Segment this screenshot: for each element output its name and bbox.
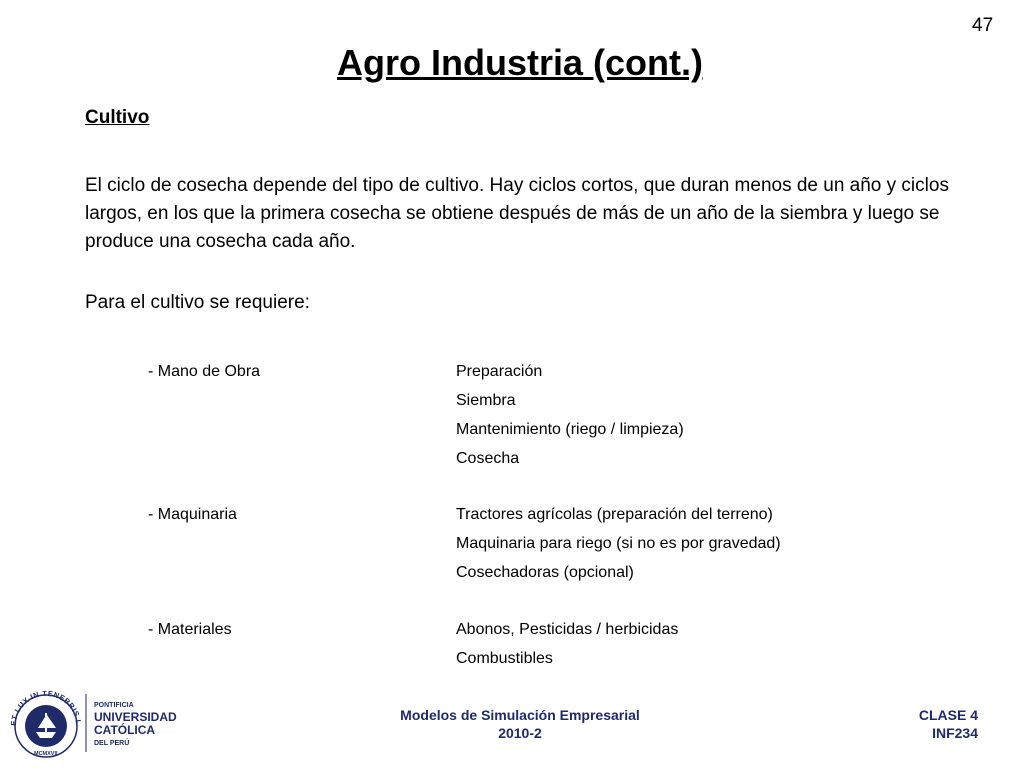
requirement-row	[148, 444, 908, 473]
requirement-item: Mantenimiento (riego / limpieza)	[456, 420, 684, 438]
body-paragraph: El ciclo de cosecha depende del tipo de cultivo. Hay ciclos cortos, que duran menos de un año y ciclos largos, en los que la primera cosecha se obtiene después de más de un año de la siembra y luego se produce una cosecha cada año.	[85, 175, 949, 252]
requirement-item: Abonos, Pesticidas / herbicidas	[456, 620, 679, 638]
footer-course-code: INF234	[932, 725, 978, 741]
logo-line-1: PONTIFICIA	[94, 702, 134, 709]
slide-title: Agro Industria (cont.)	[337, 42, 703, 83]
logo-line-2: UNIVERSIDAD	[94, 710, 177, 724]
footer-term: 2010-2	[498, 725, 542, 741]
requirements-intro: Para el cultivo se requiere:	[85, 292, 310, 313]
requirement-row	[148, 529, 908, 558]
requirement-row	[148, 558, 908, 587]
requirement-row	[148, 644, 908, 673]
requirement-item: Maquinaria para riego (si no es por gravedad)	[456, 534, 781, 552]
logo-line-4: DEL PERÚ	[94, 740, 130, 747]
requirement-name: - Materiales	[148, 620, 232, 638]
requirement-item: Cosechadoras (opcional)	[456, 563, 634, 581]
logo-motto: T LUX IN TENEBRIS L	[10, 688, 84, 726]
footer-class-label: CLASE 4	[918, 707, 978, 723]
requirement-row	[148, 386, 908, 415]
requirement-group-materials	[148, 615, 908, 673]
requirement-row	[148, 615, 908, 644]
requirement-row	[148, 500, 908, 529]
section-heading: Cultivo	[85, 107, 150, 128]
logo-year: MCMXVII	[34, 751, 58, 757]
requirement-item: Tractores agrícolas (preparación del terreno)	[456, 505, 773, 523]
university-logo-graphic	[10, 688, 200, 758]
requirement-item: Preparación	[456, 362, 543, 380]
footer-course-name: Modelos de Simulación Empresarial	[400, 707, 640, 723]
requirement-name: - Maquinaria	[148, 505, 237, 523]
footer-course	[340, 706, 700, 742]
requirement-item: Siembra	[456, 391, 516, 409]
requirement-group-labor	[148, 357, 908, 473]
requirement-group-machinery	[148, 500, 908, 587]
logo-line-3: CATÓLICA	[94, 723, 156, 737]
requirement-row	[148, 415, 908, 444]
page-number: 47	[972, 15, 994, 36]
requirement-name: - Mano de Obra	[148, 362, 261, 380]
footer-class-info	[860, 706, 978, 742]
university-logo	[10, 688, 200, 758]
requirement-row	[148, 357, 908, 386]
requirement-item: Combustibles	[456, 649, 553, 667]
requirement-item: Cosecha	[456, 449, 520, 467]
